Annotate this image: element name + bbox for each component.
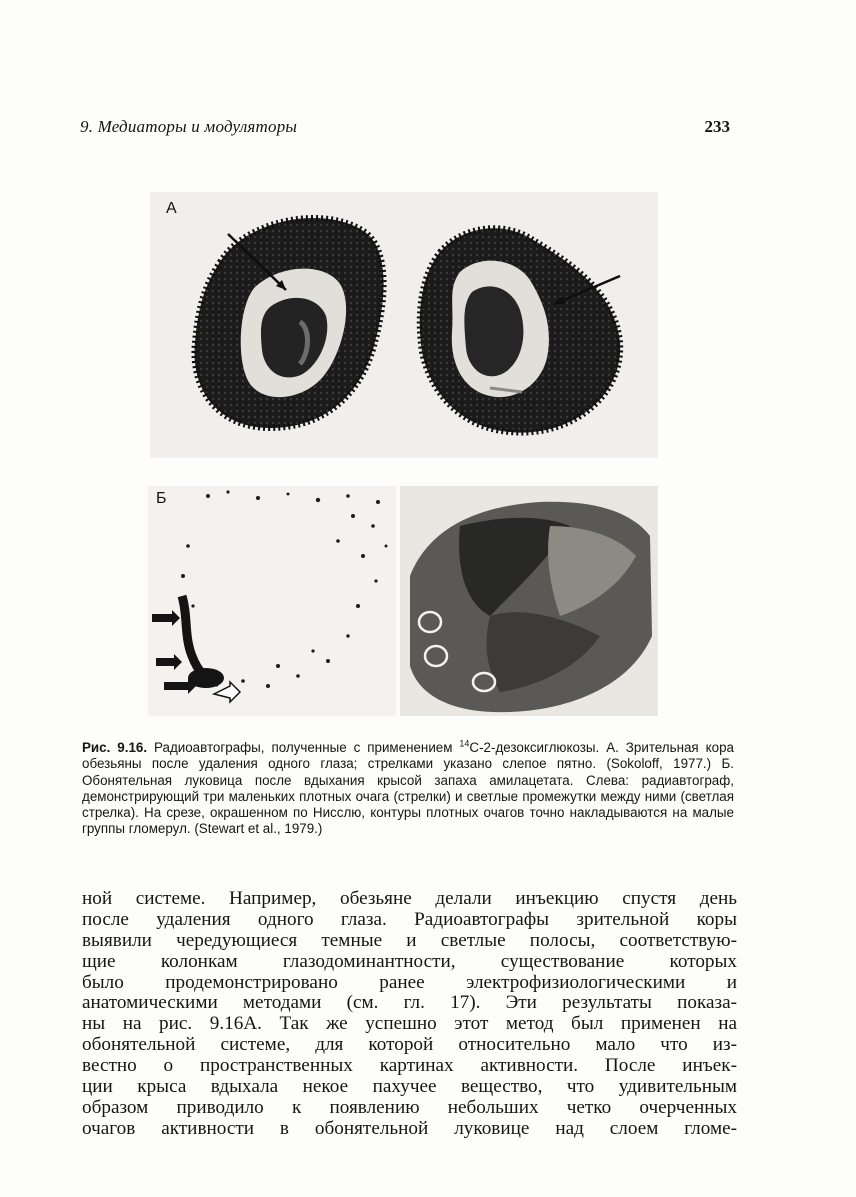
caption-figure-label: Рис. 9.16.	[82, 740, 148, 755]
body-line: очагов активности в обонятельной луковице над слоем гломе-	[82, 1117, 737, 1139]
body-line: выявили чередующиеся темные и светлые полосы, соответствую-	[82, 929, 737, 951]
caption-isotope-mass: 14	[459, 738, 470, 749]
running-title: 9. Медиаторы и модуляторы	[80, 117, 298, 136]
body-line: ной системе. Например, обезьяне делали инъекцию спустя день	[82, 888, 737, 909]
panel-b-nissl-image	[400, 486, 658, 716]
caption-text-after-isotope: С-2-дезоксиглюкозы. А. Зрительная кора обезьяны после удаления одного глаза; стрелками указано слепое пятно. (Sokoloff, 1977.) Б. Обонятельная луковица после вдыхания крысой запаха амилацетата. Слева: радиавтограф, демонстрирующий три маленьких плотных очага (стрелки) и светлые промежутки между ними (светлая стрелка). На срезе, окрашенном по Нисслю, контуры плотных очагов точно накладываются на малые группы гломерул. (Stewart et al., 1979.)	[82, 740, 734, 837]
body-line: ции крыса вдыхала некое пахучее вещество, что удивительным	[82, 1076, 737, 1098]
panel-a-autoradiograph	[150, 192, 658, 458]
panel-a-label: А	[166, 200, 177, 217]
body-text	[82, 889, 737, 1140]
body-line: щие колонкам глазодоминантности, существование которых	[82, 950, 737, 972]
figure-panel-a	[150, 192, 658, 458]
body-line: после удаления одного глаза. Радиоавтографы зрительной коры	[82, 908, 737, 930]
figure-caption	[82, 740, 734, 838]
page-number: 233	[704, 117, 730, 136]
body-line: анатомическими методами (см. гл. 17). Эти результаты показа-	[82, 992, 737, 1014]
panel-b-speckle-map	[148, 486, 396, 716]
body-line: было продемонстрировано ранее электрофизиологическими и	[82, 971, 737, 993]
caption-text-before-isotope: Радиоавтографы, полученные с применением	[147, 740, 460, 755]
body-line: образом приводило к появлению небольших четко очерченных	[82, 1096, 737, 1118]
body-line: вестно о пространственных картинах активности. После инъек-	[82, 1055, 737, 1077]
running-head	[80, 117, 730, 143]
figure-panel-b-autoradiograph	[148, 486, 396, 716]
body-line: ны на рис. 9.16А. Так же успешно этот метод был применен на	[82, 1013, 737, 1035]
body-line: обонятельной системе, для которой относительно мало что из-	[82, 1034, 737, 1056]
figure-panel-b-nissl-section	[400, 486, 658, 716]
panel-b-label: Б	[156, 490, 167, 507]
